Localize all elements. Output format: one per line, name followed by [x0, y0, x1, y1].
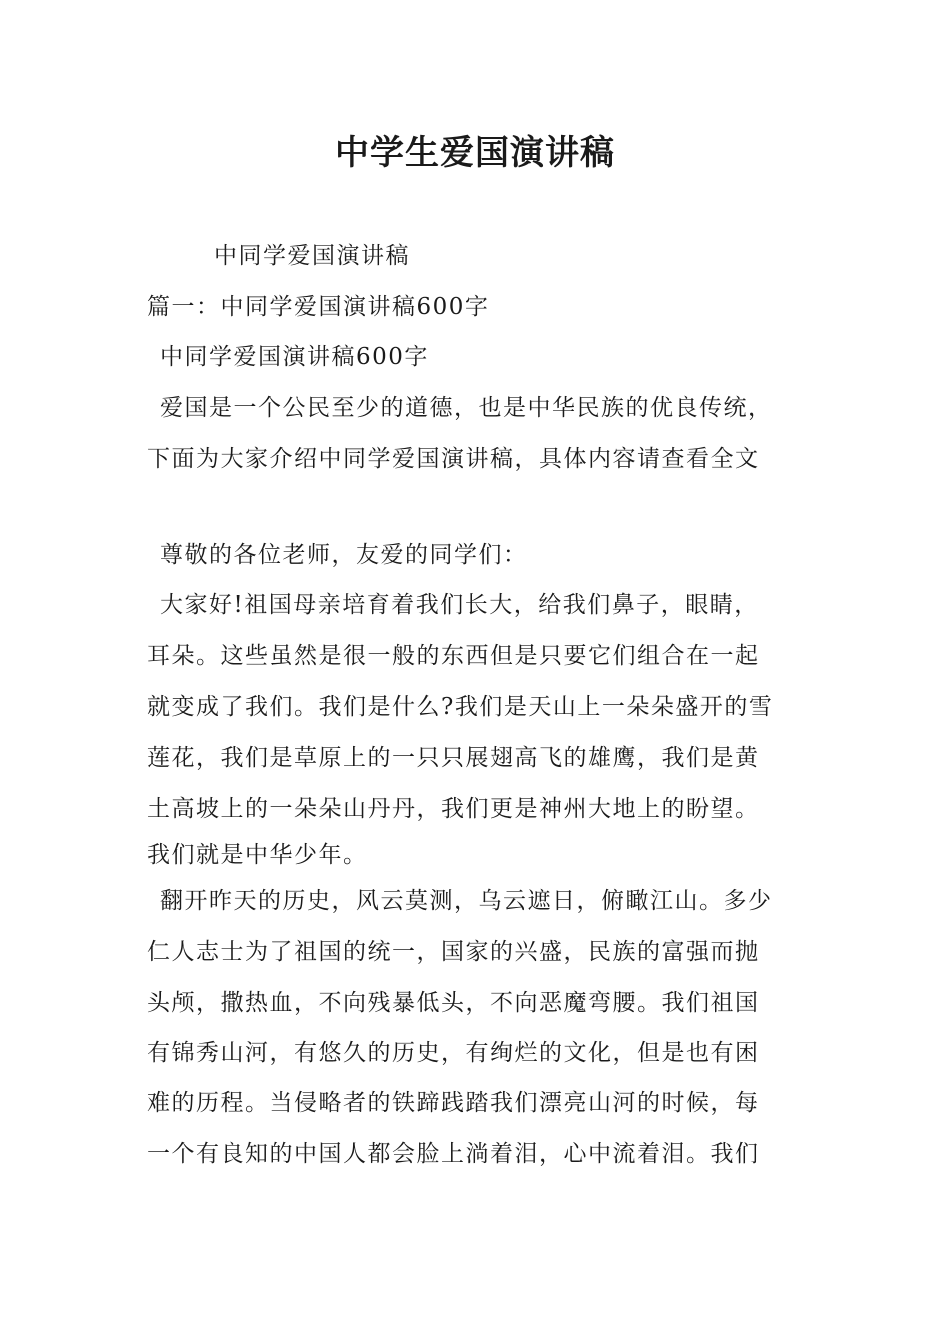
section-subheading: 中同学爱国演讲稿600字 [160, 344, 429, 370]
paragraph-line: 莲花，我们是草原上的一只只展翅高飞的雄鹰，我们是黄 [147, 745, 760, 771]
section-heading: 篇一：中同学爱国演讲稿600字 [147, 294, 490, 320]
paragraph-line: 仁人志士为了祖国的统一，国家的兴盛，民族的富强而抛 [147, 939, 760, 965]
paragraph-line: 翻开昨天的历史，风云莫测，乌云遮日，俯瞰江山。多少 [160, 888, 773, 914]
paragraph-line: 下面为大家介绍中同学爱国演讲稿，具体内容请查看全文 [147, 446, 760, 472]
paragraph-line: 我们就是中华少年。 [147, 842, 368, 868]
paragraph-line: 难的历程。当侵略者的铁蹄践踏我们漂亮山河的时候，每 [147, 1090, 760, 1116]
paragraph-line: 头颅，撒热血，不向残暴低头，不向恶魔弯腰。我们祖国 [147, 990, 760, 1016]
document-subtitle: 中同学爱国演讲稿 [214, 243, 410, 269]
paragraph-line: 一个有良知的中国人都会脸上淌着泪，心中流着泪。我们 [147, 1141, 760, 1167]
paragraph-line: 爱国是一个公民至少的道德，也是中华民族的优良传统， [160, 395, 773, 421]
paragraph-line: 就变成了我们。我们是什么?我们是天山上一朵朵盛开的雪 [147, 694, 774, 720]
paragraph-line: 耳朵。这些虽然是很一般的东西但是只要它们组合在一起 [147, 643, 760, 669]
salutation: 尊敬的各位老师，友爱的同学们： [160, 542, 528, 568]
paragraph-line: 大家好!祖国母亲培育着我们长大，给我们鼻子，眼睛， [160, 592, 759, 618]
paragraph-line: 土高坡上的一朵朵山丹丹，我们更是神州大地上的盼望。 [147, 796, 760, 822]
paragraph-line: 有锦秀山河，有悠久的历史，有绚烂的文化，但是也有困 [147, 1040, 760, 1066]
document-title: 中学生爱国演讲稿 [335, 133, 615, 173]
